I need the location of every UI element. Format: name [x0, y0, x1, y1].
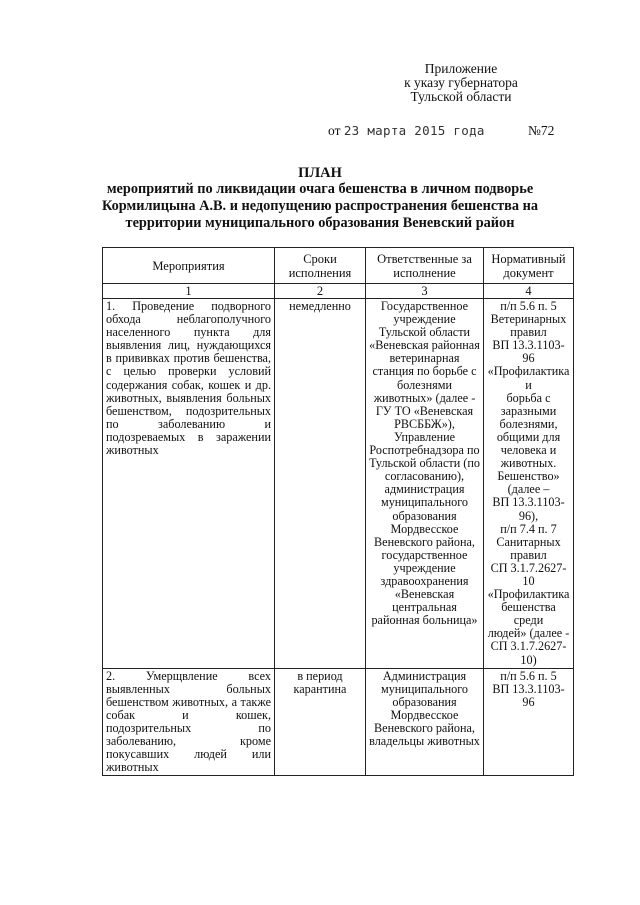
annex-line: Тульской области	[410, 89, 512, 104]
decree-date: 23 марта 2015 года	[343, 123, 485, 138]
table-row	[103, 668, 574, 776]
column-number: 2	[275, 284, 366, 299]
header-document: Нормативный документ	[484, 248, 574, 284]
subtitle-line: территории муниципального образования Веневский район	[125, 215, 515, 231]
plan-subtitle	[100, 181, 540, 232]
document-cell: п/п 5.6 п. 5 ВП 13.3.1103-96	[484, 668, 574, 776]
table-header-row	[103, 248, 574, 284]
column-number: 4	[484, 284, 574, 299]
annex-line: к указу губернатора	[404, 75, 518, 90]
table-row	[103, 299, 574, 669]
header-responsible: Ответственные за исполнение	[366, 248, 484, 284]
responsible-cell: Администрация муниципального образования Мордвесское Веневского района, владельцы животных	[366, 668, 484, 776]
header-activities: Мероприятия	[103, 248, 275, 284]
document-cell: п/п 5.6 п. 5 Ветеринарных правил ВП 13.3.1103-96 «Профилактика и борьба с заразными болезнями, общими для человека и животных. Бешенство» (далее – ВП 13.3.1103-96), п/п 7.4 п. 7 Санитарных правил СП 3.1.7.2627-10 «Профилактика бешенства среди людей» (далее - СП 3.1.7.2627-10)	[484, 299, 574, 669]
header-deadlines: Сроки исполнения	[275, 248, 366, 284]
responsible-cell: Государственное учреждение Тульской области «Веневская районная ветеринарная станция по борьбе с болезнями животных» (далее - ГУ ТО «Веневская РВСББЖ»), Управление Роспотребнадзора по Тульской области (по согласованию), администрация муниципального образования Мордвесское Веневского района, государственное учреждение здравоохранения «Веневская центральная районная больница»	[366, 299, 484, 669]
subtitle-line: мероприятий по ликвидации очага бешенства в личном подворье	[106, 181, 534, 197]
column-number: 1	[103, 284, 275, 299]
decree-line	[328, 123, 588, 139]
activity-cell: 2. Умерщвление всех выявленных больных бешенством животных, а также собак и кошек, подозрительных по заболеванию, кроме покусавших людей или животных	[103, 668, 275, 776]
plan-title: ПЛАН	[298, 165, 342, 181]
column-number: 3	[366, 284, 484, 299]
activity-cell: 1. Проведение подворного обхода неблагополучного населенного пункта для выявления лиц, нуждающихся в прививках против бешенства, с целью проверки условий содержания собак, кошек и др. животных, выявления больных бешенством, подозрительных по заболеванию и подозреваемых в заражении животных	[103, 299, 275, 669]
annex-note	[396, 62, 526, 104]
plan-table	[102, 247, 574, 776]
subtitle-line: Кормилицына А.В. и недопущению распространения бешенства на	[101, 198, 539, 214]
deadline-cell: в период карантина	[275, 668, 366, 776]
date-prefix: от	[328, 123, 341, 138]
annex-line: Приложение	[424, 61, 498, 76]
deadline-cell: немедленно	[275, 299, 366, 669]
decree-number: №72	[528, 123, 555, 138]
column-number-row	[103, 284, 574, 299]
